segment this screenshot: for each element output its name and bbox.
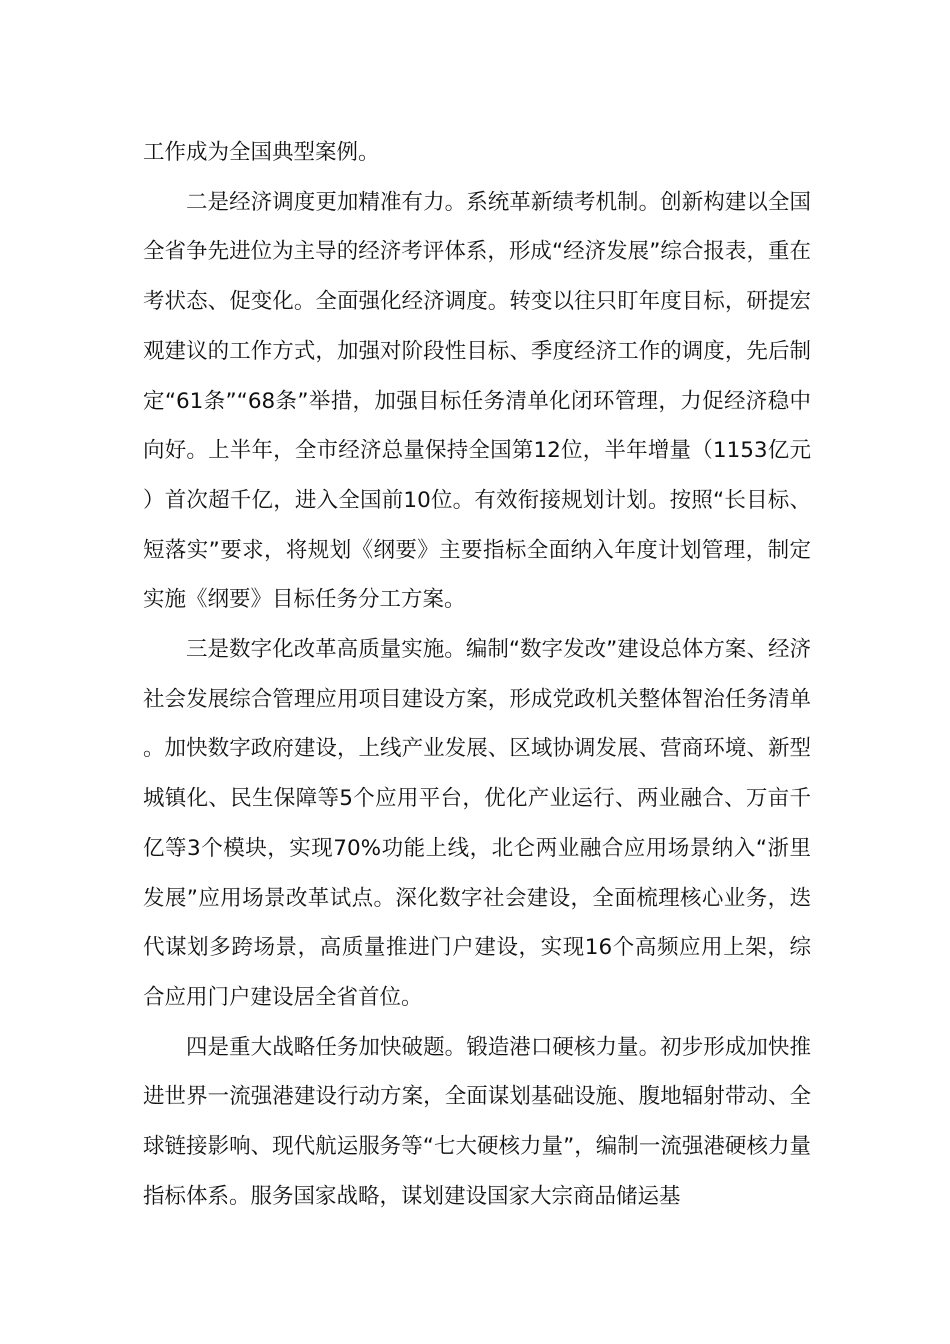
paragraph-continuation: 工作成为全国典型案例。 xyxy=(143,140,380,165)
paragraph-digital-reform: 三是数字化改革高质量实施。编制“数字发改”建设总体方案、经济社会发展综合管理应用项目建设方案，形成党政机关整体智治任务清单。加快数字政府建设，上线产业发展、区域协调发展、营商环境、新型城镇化、民生保障等5个应用平台，优化产业运行、两业融合、万亩千亿等3个模块，实现70%功能上线，北仑两业融合应用场景纳入“浙里发展”应用场景改革试点。深化数字社会建设，全面梳理核心业务，迭代谋划多跨场景，高质量推进门户建设，实现16个高频应用上架，综合应用门户建设居全省首位。 xyxy=(143,637,811,1010)
document-body xyxy=(143,128,811,1221)
paragraph-economic-dispatch: 二是经济调度更加精准有力。系统革新绩考机制。创新构建以全国全省争先进位为主导的经济考评体系，形成“经济发展”综合报表，重在考状态、促变化。全面强化经济调度。转变以往只盯年度目标，研提宏观建议的工作方式，加强对阶段性目标、季度经济工作的调度，先后制定“61条”“68条”举措，加强目标任务清单化闭环管理，力促经济稳中向好。上半年，全市经济总量保持全国第12位，半年增量（1153亿元）首次超千亿，进入全国前10位。有效衔接规划计划。按照“长目标、短落实”要求，将规划《纲要》主要指标全面纳入年度计划管理，制定实施《纲要》目标任务分工方案。 xyxy=(143,189,811,613)
paragraph-strategic-tasks: 四是重大战略任务加快破题。锻造港口硬核力量。初步形成加快推进世界一流强港建设行动方案，全面谋划基础设施、腹地辐射带动、全球链接影响、现代航运服务等“七大硬核力量”，编制一流强港硬核力量指标体系。服务国家战略，谋划建设国家大宗商品储运基 xyxy=(143,1034,811,1209)
